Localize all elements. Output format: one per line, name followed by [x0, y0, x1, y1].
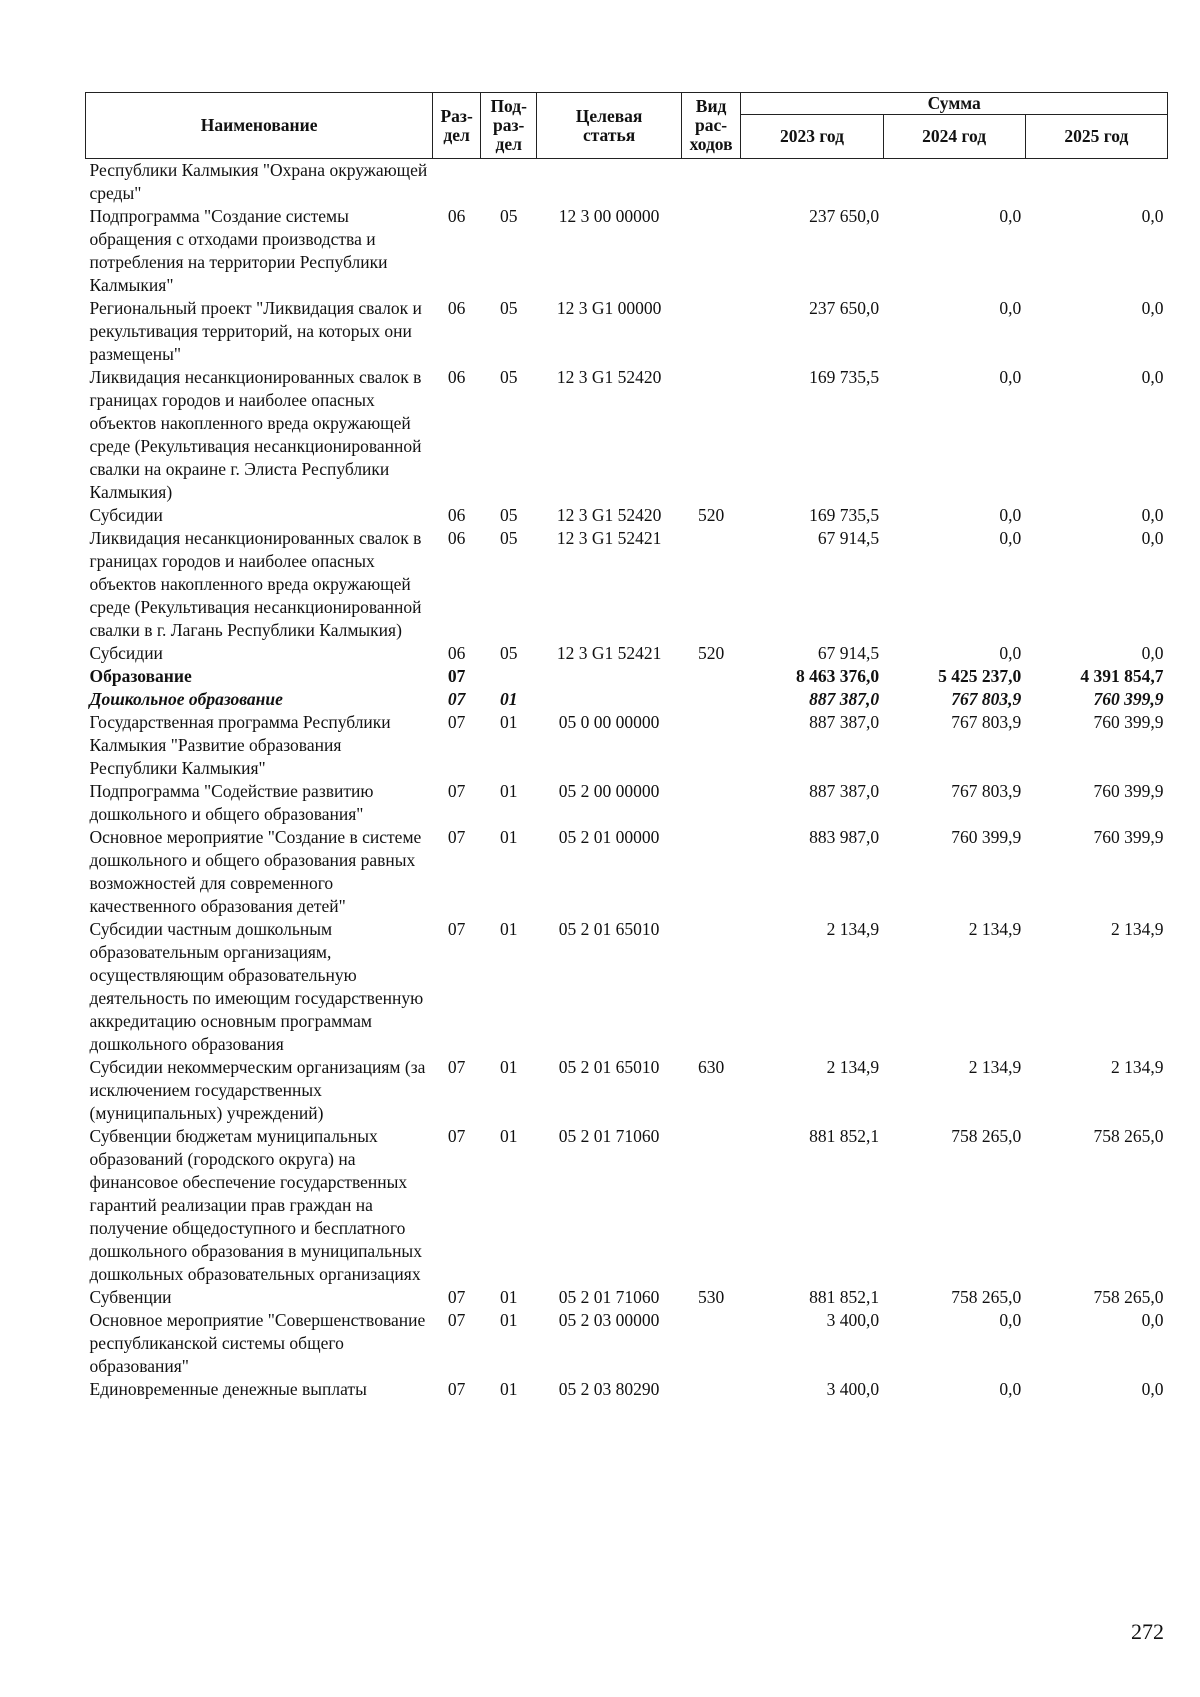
cell-vid	[681, 527, 741, 642]
cell-name: Ликвидация несанкционированных свалок в границах городов и наиболее опасных объектов накопленного вреда окружающей среде (Рекультивация несанкционированной свалки в г. Лагань Республики Калмыкия)	[89, 528, 422, 640]
cell-sum-2023: 2 134,9	[826, 1057, 880, 1077]
cell-name: Субвенции	[89, 1287, 172, 1307]
cell-razdel: 06	[447, 206, 466, 226]
cell-target: 05 2 01 71060	[558, 1126, 660, 1146]
cell-podrazdel: 01	[499, 1126, 518, 1146]
cell-name: Подпрограмма "Содействие развитию дошкольного и общего образования"	[89, 781, 374, 824]
cell-razdel: 07	[447, 1379, 466, 1399]
cell-sum-2023: 883 987,0	[809, 827, 880, 847]
cell-name: Основное мероприятие "Совершенствование республиканской системы общего образования"	[89, 1310, 426, 1376]
cell-vid	[681, 366, 741, 504]
cell-target: 05 2 01 71060	[558, 1287, 660, 1307]
header-year-2025: 2025 год	[1025, 115, 1167, 159]
cell-razdel: 07	[447, 1057, 466, 1077]
cell-name: Субсидии	[89, 505, 163, 525]
cell-podrazdel: 01	[499, 1287, 518, 1307]
cell-name: Региональный проект "Ликвидация свалок и рекультивация территорий, на которых они размещены"	[89, 298, 422, 364]
cell-vid	[681, 780, 741, 826]
cell-podrazdel: 01	[499, 1057, 518, 1077]
cell-sum-2024: 0,0	[999, 367, 1022, 387]
cell-name: Субсидии	[89, 643, 163, 663]
cell-target: 12 3 00 00000	[558, 206, 660, 226]
cell-vid	[681, 1378, 741, 1401]
cell-sum-2023: 67 914,5	[817, 528, 880, 548]
cell-razdel: 06	[447, 298, 466, 318]
cell-target: 12 3 G1 52420	[556, 505, 662, 525]
cell-razdel: 07	[447, 827, 466, 847]
cell-sum-2024: 0,0	[999, 643, 1022, 663]
cell-vid	[681, 1125, 741, 1286]
cell-podrazdel: 05	[499, 206, 518, 226]
cell-sum-2024: 2 134,9	[968, 919, 1022, 939]
cell-name: Единовременные денежные выплаты	[89, 1379, 367, 1399]
cell-sum-2023: 237 650,0	[809, 298, 880, 318]
cell-sum-2023: 8 463 376,0	[795, 666, 880, 686]
cell-sum-2025: 760 399,9	[1093, 712, 1164, 732]
cell-name: Субсидии частным дошкольным образовательным организациям, осуществляющим образовательную деятельность по имеющим государственную аккредитацию основным программам дошкольного образования	[89, 919, 424, 1054]
cell-sum-2025: 0,0	[1141, 206, 1164, 226]
table-row	[86, 1378, 1168, 1401]
cell-target: 05 2 03 00000	[558, 1310, 660, 1330]
cell-podrazdel	[481, 159, 537, 206]
cell-sum-2023: 881 852,1	[809, 1287, 880, 1307]
cell-sum-2023: 887 387,0	[809, 689, 880, 709]
cell-razdel	[433, 159, 481, 206]
cell-vid	[681, 918, 741, 1056]
cell-name: Дошкольное образование	[89, 689, 283, 709]
cell-sum-2024: 2 134,9	[968, 1057, 1022, 1077]
table-row	[86, 205, 1168, 297]
cell-sum-2024: 0,0	[999, 1379, 1022, 1399]
cell-sum-2024: 0,0	[999, 505, 1022, 525]
cell-razdel: 06	[447, 528, 466, 548]
table-row	[86, 366, 1168, 504]
cell-sum-2023: 881 852,1	[809, 1126, 880, 1146]
cell-podrazdel: 01	[499, 781, 518, 801]
cell-razdel: 06	[447, 367, 466, 387]
cell-target: 05 2 03 80290	[558, 1379, 660, 1399]
budget-table	[85, 92, 1168, 1401]
table-row	[86, 711, 1168, 780]
table-row	[86, 1286, 1168, 1309]
cell-sum-2025: 0,0	[1141, 298, 1164, 318]
cell-podrazdel: 05	[499, 528, 518, 548]
cell-vid: 520	[697, 643, 725, 663]
cell-razdel: 07	[447, 666, 466, 686]
cell-target	[537, 688, 681, 711]
cell-podrazdel: 05	[499, 643, 518, 663]
cell-razdel: 07	[447, 1310, 466, 1330]
cell-sum-2023: 2 134,9	[826, 919, 880, 939]
table-row	[86, 826, 1168, 918]
header-year-2024: 2024 год	[883, 115, 1025, 159]
cell-name: Основное мероприятие "Создание в системе дошкольного и общего образования равных возможностей для современного качественного образования детей"	[89, 827, 422, 916]
table-row	[86, 1309, 1168, 1378]
cell-razdel: 07	[447, 1287, 466, 1307]
cell-name: Республики Калмыкия "Охрана окружающей среды"	[89, 160, 428, 203]
cell-podrazdel: 01	[499, 1379, 518, 1399]
cell-sum-2025: 0,0	[1141, 505, 1164, 525]
cell-name: Подпрограмма "Создание системы обращения с отходами производства и потребления на территории Республики Калмыкия"	[89, 206, 388, 295]
cell-target	[537, 665, 681, 688]
cell-razdel: 07	[447, 689, 466, 709]
table-row	[86, 780, 1168, 826]
cell-sum-2023: 887 387,0	[809, 712, 880, 732]
table-row	[86, 297, 1168, 366]
cell-sum-2023: 887 387,0	[809, 781, 880, 801]
header-target: Целевая статья	[537, 93, 681, 159]
table-row	[86, 642, 1168, 665]
cell-podrazdel: 05	[499, 298, 518, 318]
cell-vid	[681, 665, 741, 688]
cell-vid	[681, 205, 741, 297]
cell-podrazdel: 01	[499, 1310, 518, 1330]
header-podrazdel: Под- раз- дел	[481, 93, 537, 159]
cell-sum-2024	[883, 159, 1025, 206]
cell-sum-2024: 758 265,0	[951, 1287, 1022, 1307]
header-vid: Вид рас- ходов	[681, 93, 741, 159]
cell-sum-2025: 4 391 854,7	[1080, 666, 1164, 686]
cell-vid	[681, 688, 741, 711]
cell-sum-2024: 0,0	[999, 206, 1022, 226]
table-row	[86, 159, 1168, 206]
cell-sum-2023: 67 914,5	[817, 643, 880, 663]
cell-sum-2023: 3 400,0	[826, 1310, 880, 1330]
cell-vid	[681, 297, 741, 366]
table-row	[86, 918, 1168, 1056]
cell-name: Государственная программа Республики Калмыкия "Развитие образования Республики Калмыкия"	[89, 712, 391, 778]
cell-target: 05 2 01 00000	[558, 827, 660, 847]
cell-podrazdel: 01	[499, 919, 518, 939]
cell-sum-2025: 758 265,0	[1093, 1126, 1164, 1146]
cell-sum-2025: 0,0	[1141, 367, 1164, 387]
cell-sum-2025: 760 399,9	[1093, 781, 1164, 801]
cell-razdel: 07	[447, 781, 466, 801]
cell-sum-2025: 2 134,9	[1111, 1057, 1164, 1077]
cell-sum-2024: 767 803,9	[951, 712, 1022, 732]
cell-sum-2025: 760 399,9	[1093, 689, 1164, 709]
cell-sum-2023: 169 735,5	[809, 367, 880, 387]
cell-sum-2025: 758 265,0	[1093, 1287, 1164, 1307]
table-row	[86, 688, 1168, 711]
cell-target: 12 3 G1 52420	[556, 367, 662, 387]
cell-target: 12 3 G1 52421	[556, 528, 662, 548]
cell-sum-2024: 767 803,9	[951, 689, 1022, 709]
header-name: Наименование	[86, 93, 433, 159]
table-row	[86, 504, 1168, 527]
header-razdel: Раз- дел	[433, 93, 481, 159]
page-number: 272	[1131, 1619, 1164, 1644]
cell-vid	[681, 711, 741, 780]
cell-razdel: 07	[447, 712, 466, 732]
cell-sum-2025: 0,0	[1141, 1379, 1164, 1399]
cell-sum-2024: 0,0	[999, 298, 1022, 318]
cell-vid: 520	[697, 505, 725, 525]
cell-razdel: 07	[447, 1126, 466, 1146]
cell-sum-2024: 758 265,0	[951, 1126, 1022, 1146]
cell-vid	[681, 1309, 741, 1378]
cell-sum-2024: 0,0	[999, 1310, 1022, 1330]
cell-razdel: 07	[447, 919, 466, 939]
cell-sum-2024: 5 425 237,0	[938, 666, 1022, 686]
cell-vid: 530	[697, 1287, 725, 1307]
cell-name: Образование	[89, 666, 192, 686]
table-row	[86, 1125, 1168, 1286]
cell-sum-2023: 237 650,0	[809, 206, 880, 226]
table-header	[86, 93, 1168, 159]
cell-target: 05 0 00 00000	[558, 712, 660, 732]
cell-target: 05 2 01 65010	[558, 1057, 660, 1077]
cell-vid	[681, 159, 741, 206]
cell-name: Ликвидация несанкционированных свалок в границах городов и наиболее опасных объектов накопленного вреда окружающей среде (Рекультивация несанкционированной свалки на окраине г. Элиста Республики Калмыкия)	[89, 367, 422, 502]
cell-sum-2025	[1025, 159, 1167, 206]
cell-name: Субсидии некоммерческим организациям (за исключением государственных (муниципальных) учреждений)	[89, 1057, 426, 1123]
cell-podrazdel	[481, 665, 537, 688]
cell-target: 05 2 00 00000	[558, 781, 660, 801]
table-row	[86, 1056, 1168, 1125]
cell-vid: 630	[697, 1057, 725, 1077]
cell-vid	[681, 826, 741, 918]
cell-podrazdel: 05	[499, 367, 518, 387]
cell-target	[537, 159, 681, 206]
cell-razdel: 06	[447, 643, 466, 663]
cell-podrazdel: 01	[499, 827, 518, 847]
cell-target: 12 3 G1 00000	[556, 298, 662, 318]
table-row	[86, 665, 1168, 688]
header-summa: Сумма	[741, 93, 1168, 115]
cell-sum-2025: 0,0	[1141, 643, 1164, 663]
cell-podrazdel: 05	[499, 505, 518, 525]
cell-sum-2023: 3 400,0	[826, 1379, 880, 1399]
cell-podrazdel: 01	[499, 689, 518, 709]
cell-sum-2025: 2 134,9	[1111, 919, 1164, 939]
cell-sum-2023: 169 735,5	[809, 505, 880, 525]
cell-razdel: 06	[447, 505, 466, 525]
cell-sum-2025: 760 399,9	[1093, 827, 1164, 847]
cell-sum-2025: 0,0	[1141, 528, 1164, 548]
cell-target: 12 3 G1 52421	[556, 643, 662, 663]
cell-sum-2024: 0,0	[999, 528, 1022, 548]
table-row	[86, 527, 1168, 642]
cell-sum-2023	[741, 159, 883, 206]
cell-sum-2024: 767 803,9	[951, 781, 1022, 801]
cell-sum-2024: 760 399,9	[951, 827, 1022, 847]
cell-sum-2025: 0,0	[1141, 1310, 1164, 1330]
table-body	[86, 159, 1168, 1402]
cell-podrazdel: 01	[499, 712, 518, 732]
header-year-2023: 2023 год	[741, 115, 883, 159]
cell-name: Субвенции бюджетам муниципальных образований (городского округа) на финансовое обеспечение государственных гарантий реализации прав граждан на получение общедоступного и бесплатного дошкольного образования в муниципальных дошкольных образовательных организациях	[89, 1126, 422, 1284]
cell-target: 05 2 01 65010	[558, 919, 660, 939]
